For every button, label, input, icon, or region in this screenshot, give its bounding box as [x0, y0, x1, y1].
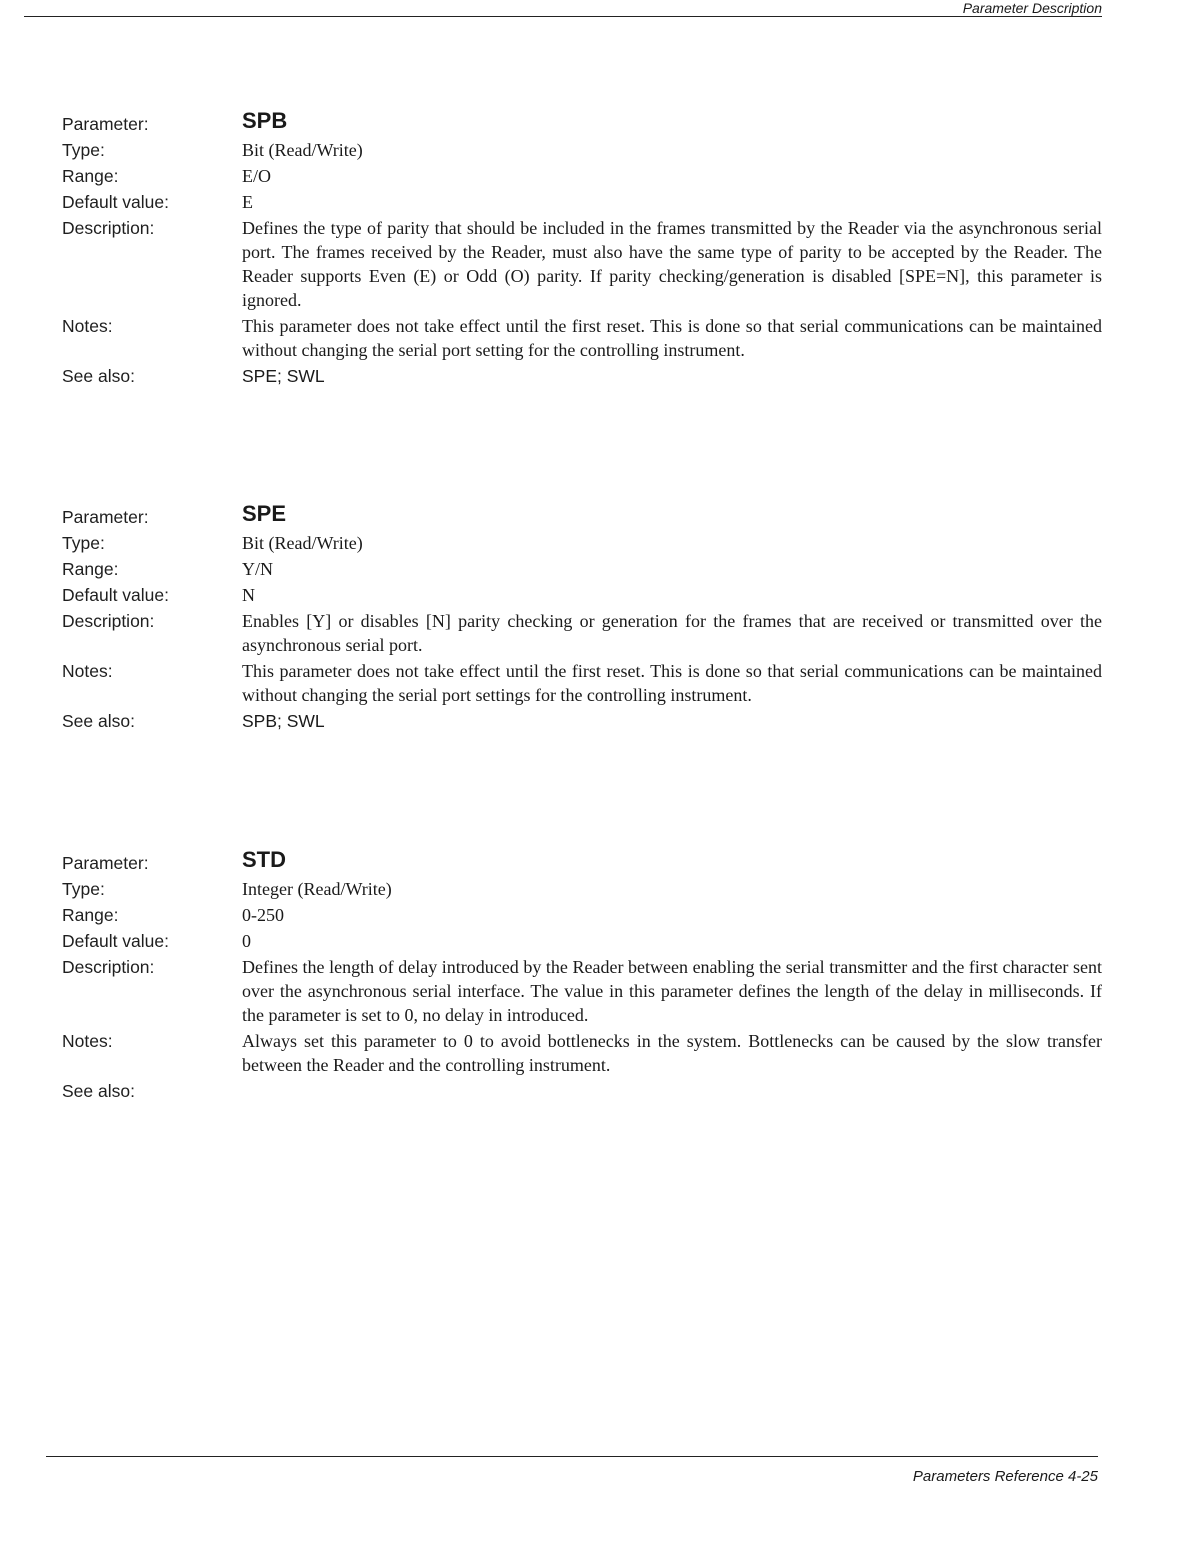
description-label: Description:: [62, 611, 155, 631]
notes-row: [62, 659, 1102, 707]
description-label: Description:: [62, 957, 155, 977]
range-value: 0-250: [242, 905, 284, 925]
default-label: Default value:: [62, 192, 170, 212]
type-row: [62, 877, 1102, 901]
type-value: Integer (Read/Write): [242, 879, 392, 899]
param-name: STD: [242, 847, 286, 872]
range-row: [62, 903, 1102, 927]
running-header: Parameter Description: [962, 0, 1102, 16]
notes-label: Notes:: [62, 661, 113, 681]
param-label: Parameter:: [62, 114, 149, 134]
type-row: [62, 138, 1102, 162]
description-row: [62, 955, 1102, 1027]
param-block-spe: [62, 499, 1102, 733]
type-value: Bit (Read/Write): [242, 533, 363, 553]
see-also-value: SPB; SWL: [242, 711, 325, 731]
range-label: Range:: [62, 166, 119, 186]
notes-label: Notes:: [62, 316, 113, 336]
notes-text: This parameter does not take effect until the first reset. This is done so that serial communications can be maintained without changing the serial port settings for the controlling instrument.: [242, 661, 1102, 705]
range-label: Range:: [62, 559, 119, 579]
default-value: N: [242, 585, 255, 605]
param-block-std: [62, 845, 1102, 1103]
see-also-label: See also:: [62, 366, 135, 386]
see-also-row: [62, 364, 1102, 388]
default-value: E: [242, 192, 253, 212]
range-value: Y/N: [242, 559, 273, 579]
description-row: [62, 609, 1102, 657]
notes-label: Notes:: [62, 1031, 113, 1051]
type-row: [62, 531, 1102, 555]
notes-text: Always set this parameter to 0 to avoid bottlenecks in the system. Bottlenecks can be caused by the slow transfer between the Reader and the controlling instrument.: [242, 1031, 1102, 1075]
type-value: Bit (Read/Write): [242, 140, 363, 160]
param-block-spb: [62, 106, 1102, 388]
param-name-row: [62, 106, 1102, 136]
default-value: 0: [242, 931, 251, 951]
see-also-label: See also:: [62, 1081, 135, 1101]
see-also-label: See also:: [62, 711, 135, 731]
description-text: Defines the length of delay introduced by the Reader between enabling the serial transmitter and the first character sent over the asynchronous serial interface. The value in this parameter defines the length of the delay in milliseconds. If the parameter is set to 0, no delay in introduced.: [242, 957, 1102, 1025]
default-label: Default value:: [62, 585, 170, 605]
param-name-row: [62, 845, 1102, 875]
param-name: SPB: [242, 108, 288, 133]
description-label: Description:: [62, 218, 155, 238]
default-row: [62, 190, 1102, 214]
notes-text: This parameter does not take effect until the first reset. This is done so that serial communications can be maintained without changing the serial port setting for the controlling instrument.: [242, 316, 1102, 360]
bottom-rule: [46, 1456, 1098, 1457]
default-row: [62, 929, 1102, 953]
top-rule: [24, 16, 1102, 17]
running-footer: Parameters Reference 4-25: [912, 1468, 1098, 1485]
type-label: Type:: [62, 533, 105, 553]
range-row: [62, 164, 1102, 188]
range-value: E/O: [242, 166, 271, 186]
description-text: Defines the type of parity that should be included in the frames transmitted by the Reader via the asynchronous serial port. The frames received by the Reader, must also have the same type of parity to be accepted by the Reader. The Reader supports Even (E) or Odd (O) parity. If parity checking/generation is disabled [SPE=N], this parameter is ignored.: [242, 218, 1102, 310]
type-label: Type:: [62, 140, 105, 160]
param-name: SPE: [242, 501, 287, 526]
param-name-row: [62, 499, 1102, 529]
description-row: [62, 216, 1102, 312]
see-also-value: [242, 1079, 1102, 1103]
default-label: Default value:: [62, 931, 170, 951]
type-label: Type:: [62, 879, 105, 899]
default-row: [62, 583, 1102, 607]
notes-row: [62, 314, 1102, 362]
see-also-row: [62, 709, 1102, 733]
notes-row: [62, 1029, 1102, 1077]
param-label: Parameter:: [62, 853, 149, 873]
param-label: Parameter:: [62, 507, 149, 527]
see-also-value: SPE; SWL: [242, 366, 325, 386]
range-label: Range:: [62, 905, 119, 925]
description-text: Enables [Y] or disables [N] parity checking or generation for the frames that are received or transmitted over the asynchronous serial port.: [242, 611, 1102, 655]
range-row: [62, 557, 1102, 581]
see-also-row: [62, 1079, 1102, 1103]
